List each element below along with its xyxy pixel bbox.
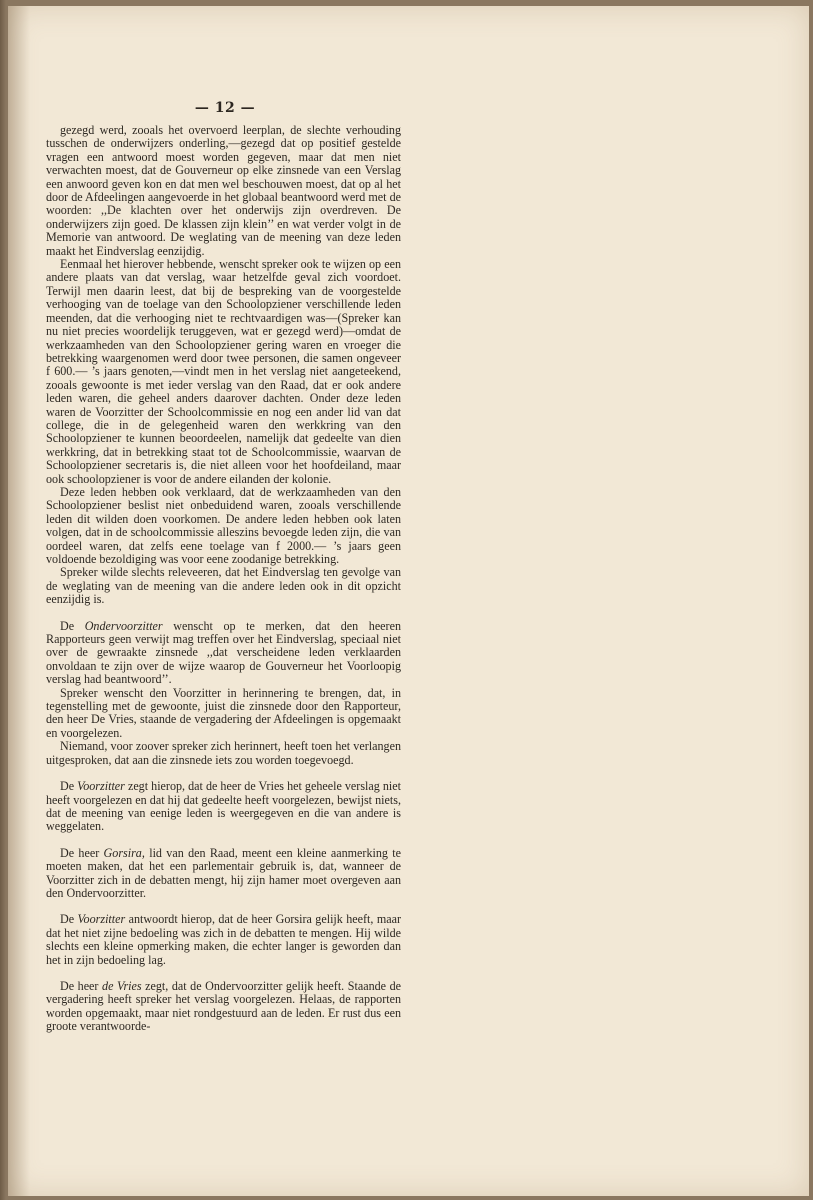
paragraph-text: De heer [60,845,104,860]
paragraph [46,687,401,741]
paragraph [46,258,401,486]
page-number: — 12 — [194,100,256,116]
paragraph [46,486,401,566]
paragraph-text: De [60,618,85,633]
paragraph-text: gezegd werd, zooals het overvoerd leerplan, de slechte verhouding tusschen de onderwijzers onderling,—gezegd dat op positief gestelde vragen een antwoord moest worden gegeven, maar dat men niet verwachten moest, dat de Gouverneur op elke zinsnede van een Verslag een anwoord geven kon en dat men wel beschouwen moest, dat op al het door de Afdeelingen aangevoerde in het globaal beantwoord werd met de woorden: ,,De klachten over het onderwijs zijn overdreven. De onderwijzers zijn goed. De klassen zijn klein’’ en wat verder volgt in de Memorie van antwoord. De weglating van de meening van deze leden maakt het Eindverslag eenzijdig. [46,123,401,258]
speaker-name: Ondervoorzitter [84,618,163,633]
speaker-name: de Vries [102,978,142,993]
paragraph-text: wenscht op te merken, dat den heeren Rapporteurs geen verwijt mag treffen over het Eindverslag, speciaal niet over de gewraakte zinsnede ,,dat verscheidene leden verklaarden onvoldaan te zijn over de wijze waarop de Gouverneur het Voorloopig verslag had beantwoord’’. [46,618,401,687]
paragraph [46,124,401,258]
paragraph-text: De [60,912,78,927]
paragraph-text: Spreker wenscht den Voorzitter in herinnering te brengen, dat, in tegenstelling met de gewoonte, juist die zinsnede door den Rapporteur, den heer De Vries, staande de vergadering der Afdeelingen is opgemaakt en voorgelezen. [46,685,401,740]
paragraph-text: zegt hierop, dat de heer de Vries het geheele verslag niet heeft voorgelezen en dat hij dat gedeelte heeft voorgelezen, bewijst niets, dat de meening van eenige leden is weergegeven en die van andere is weggelaten. [46,779,402,834]
speaker-name: Voorzitter [77,912,126,927]
speaker-name: Voorzitter [77,779,125,794]
paragraph-text: antwoordt hierop, dat de heer Gorsira gelijk heeft, maar dat het niet zijne bedoeling was zich in de debatten te mengen. Hij wilde slechts een kleine opmerking maken, die echter langer is geworden dan het in zijn bedoeling lag. [46,912,402,967]
paragraph-text: De heer [60,978,103,993]
page-spine-shadow [8,6,30,1196]
paragraph-text: Deze leden hebben ook verklaard, dat de werkzaamheden van den Schoolopziener beslist niet onbeduidend waren, zooals verschillende leden dit wilden doen voorkomen. De andere leden hebben ook laten volgen, dat in de schoolcommissie alleszins bevoegde leden zijn, die van oordeel waren, dat zelfs eene toelage van f 2000.— ’s jaars geen voldoende bezoldiging was voor eene zoodanige betrekking. [46,484,401,566]
paragraph-text: lid van den Raad, meent een kleine aanmerking te moeten maken, dat het een parlementair gebruik is, dat, wanneer de Voorzitter zich in de debatten mengt, hij zijn hamer moet overgeven aan den Ondervoorzitter. [46,845,401,900]
paragraph-text: Eenmaal het hierover hebbende, wenscht spreker ook te wijzen op een andere plaats van dat verslag, waar hetzelfde geval zich voordoet. Terwijl men daarin leest, dat bij de bespreking van de voorgestelde verhooging van de toelage van den Schoolopziener verschillende leden meenden, dat die verhooging niet te rechtvaardigen was—(Spreker kan nu niet precies woordelijk teruggeven, wat er gezegd werd)—omdat de werkzaamheden van den Schoolopziener gering waren en vroeger die betrekking waargenomen werd door twee personen, die samen ongeveer f 600.— ’s jaars genoten,—vindt men in het verslag niet aangeteekend, zooals gewoonte is met ieder verslag van den Raad, dat er ook andere leden waren, die geheel anders daarover dachten. Onder deze leden waren de Voorzitter der Schoolcommissie en nog een ander lid van dat college, die in de gelegenheid waren den werkkring van den Schoolopziener te kunnen beoordeelen, namelijk dat gedeelte van dien werkkring, dat in betrekking staat tot de Schoolcommissie, waarvan de Schoolopziener secretaris is, die niet alleen voor het hoofdeiland, maar ook schoolopziener is voor de andere eilanden der kolonie. [46,257,401,486]
paragraph-text: Niemand, voor zoover spreker zich herinnert, heeft toen het verlangen uitgesproken, dat aan die zinsnede iets zou worden toegevoegd. [46,739,401,767]
paragraph [46,847,401,901]
paragraph-text: zegt, dat de Ondervoorzitter gelijk heeft. Staande de vergadering heeft spreker het verslag voorgelezen. Helaas, de rapporten worden opgemaakt, maar niet rondgestuurd aan de leden. Er rust dus een groote verantwoorde- [46,978,401,1034]
paragraph-text: Spreker wilde slechts releveeren, dat het Eindverslag ten gevolge van de weglating van de meening van die andere leden ook in dit opzicht eenzijdig is. [46,565,401,607]
paragraph [46,913,401,967]
paragraph [46,740,401,767]
paragraph [46,980,401,1034]
speaker-name: Gorsira, [103,845,145,860]
paragraph [46,620,401,687]
paragraph-text: De [60,779,78,794]
paragraph [46,780,401,834]
body-text [46,124,401,1034]
paragraph [46,566,401,606]
